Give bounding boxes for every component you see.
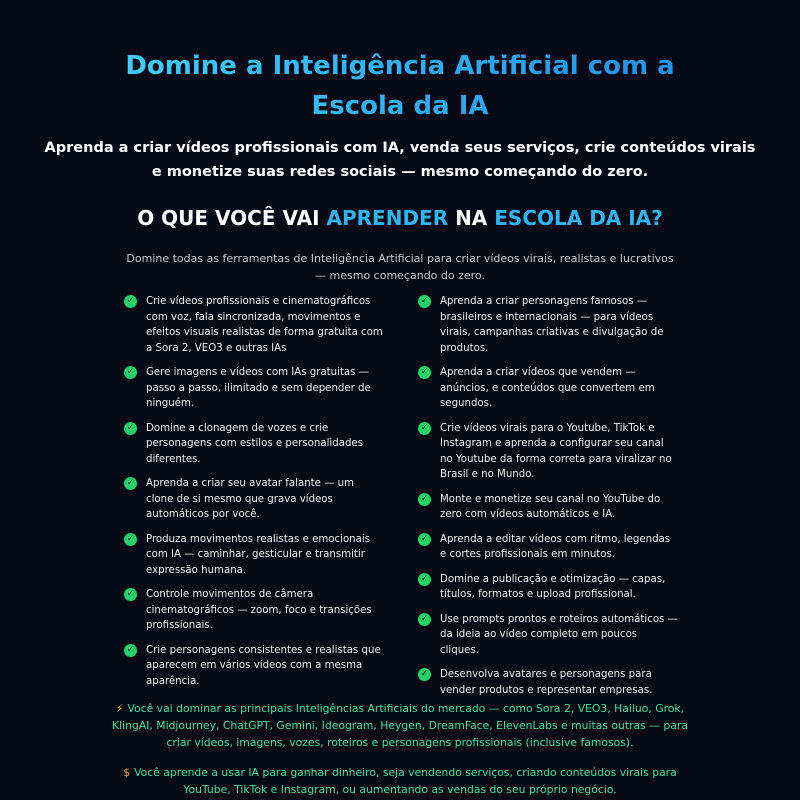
check-circle-icon: ✓ xyxy=(124,588,137,601)
list-item-text: Gere imagens e vídeos com IAs gratuitas — passo a passo, ilimitado e sem depender de ninguém. xyxy=(146,367,371,409)
check-circle-icon: ✓ xyxy=(124,422,137,435)
list-item xyxy=(418,532,678,563)
list-item xyxy=(124,294,384,356)
check-circle-icon: ✓ xyxy=(418,613,431,626)
list-item xyxy=(124,365,384,412)
list-item-text: Aprenda a criar vídeos que vendem — anúncios, e conteúdos que convertem em segundos. xyxy=(440,367,655,409)
features-list-right xyxy=(418,294,678,698)
list-item xyxy=(124,532,384,579)
list-item xyxy=(418,667,678,698)
list-item-text: Desenvolva avatares e personagens para vender produtos e representar empresas. xyxy=(440,669,653,696)
list-item xyxy=(124,421,384,468)
section-title-part1: O QUE VOCÊ VAI xyxy=(137,206,327,230)
section-title-highlight-escola: ESCOLA DA IA? xyxy=(494,206,663,230)
list-item-text: Domine a publicação e otimização — capas, títulos, formatos e upload profissional. xyxy=(440,573,666,600)
section-title xyxy=(60,204,740,232)
check-circle-icon: ✓ xyxy=(418,366,431,379)
check-circle-icon: ✓ xyxy=(124,366,137,379)
tools-paragraph xyxy=(110,700,690,751)
money-paragraph xyxy=(110,764,690,798)
check-circle-icon: ✓ xyxy=(124,644,137,657)
check-circle-icon: ✓ xyxy=(418,493,431,506)
section-intro: Domine todas as ferramentas de Inteligência Artificial para criar vídeos virais, realistas e lucrativos — mesmo começando do zero. xyxy=(126,252,674,282)
money-bag-icon: $ xyxy=(123,766,131,779)
check-circle-icon: ✓ xyxy=(418,668,431,681)
tools-paragraph-text: Você vai dominar as principais Inteligências Artificiais do mercado — como Sora 2, VEO3, Hailuo, Grok, KlingAI, Midjourney, ChatGPT, Gemini, Ideogram, Heygen, DreamFace, ElevenLabs e muitas outras — para criar vídeos, imagens, vozes, roteiros e personagens profissionais (inclusive famosos). xyxy=(112,702,688,749)
list-item xyxy=(418,492,678,523)
list-item-text: Aprenda a criar seu avatar falante — um clone de si mesmo que grava vídeos automáticos por você. xyxy=(146,478,354,520)
list-item xyxy=(418,294,678,356)
section-title-part3: NA xyxy=(448,206,495,230)
list-item xyxy=(418,572,678,603)
list-item xyxy=(124,643,384,690)
lightning-icon: ⚡ xyxy=(115,702,124,715)
section-title-highlight-aprender: APRENDER xyxy=(326,206,449,230)
check-circle-icon: ✓ xyxy=(124,295,137,308)
list-item xyxy=(124,476,384,523)
list-item-text: Crie vídeos virais para o Youtube, TikTok e Instagram e aprenda a configurar seu canal no Youtube da forma correta para viralizar no Brasil e no Mundo. xyxy=(440,422,672,480)
features-list-left xyxy=(124,294,384,689)
money-paragraph-text: Você aprende a usar IA para ganhar dinheiro, seja vendendo serviços, criando conteúdos virais para YouTube, TikTok e Instagram, ou aumentando as vendas do seu próprio negócio. xyxy=(134,766,677,796)
list-item-text: Produza movimentos realistas e emocionais com IA — caminhar, gesticular e transmitir expressão humana. xyxy=(146,533,371,576)
list-item-text: Monte e monetize seu canal no YouTube do zero com vídeos automáticos e IA. xyxy=(440,493,661,520)
check-circle-icon: ✓ xyxy=(418,533,431,546)
check-circle-icon: ✓ xyxy=(124,477,137,490)
hero-subtitle: Aprenda a criar vídeos profissionais com IA, venda seus serviços, crie conteúdos virais e monetize suas redes sociais — mesmo começando do zero. xyxy=(44,140,756,180)
list-item-text: Domine a clonagem de vozes e crie personagens com estilos e personalidades diferentes. xyxy=(146,422,363,465)
list-item-text: Use prompts prontos e roteiros automáticos — da ideia ao vídeo completo em poucos cliques. xyxy=(440,613,678,656)
check-circle-icon: ✓ xyxy=(418,422,431,435)
list-item-text: Aprenda a editar vídeos com ritmo, legendas e cortes profissionais em minutos. xyxy=(440,533,671,560)
check-circle-icon: ✓ xyxy=(124,533,137,546)
list-item xyxy=(418,421,678,483)
list-item xyxy=(418,365,678,412)
check-circle-icon: ✓ xyxy=(418,573,431,586)
list-item-text: Crie personagens consistentes e realistas que aparecem em vários vídeos com a mesma aparência. xyxy=(146,644,381,687)
list-item-text: Crie vídeos profissionais e cinematográficos com voz, fala sincronizada, movimentos e efeitos visuais realistas de forma gratuita com a Sora 2, VEO3 e outras IAs xyxy=(146,296,383,354)
check-circle-icon: ✓ xyxy=(418,295,431,308)
list-item xyxy=(418,612,678,659)
list-item-text: Aprenda a criar personagens famosos — brasileiros e internacionais — para vídeos virais, campanhas criativas e divulgação de produtos. xyxy=(440,296,664,354)
list-item xyxy=(124,587,384,634)
hero-title: Domine a Inteligência Artificial com a Escola da IA xyxy=(100,46,700,126)
list-item-text: Controle movimentos de câmera cinematográficos — zoom, foco e transições profissionais. xyxy=(146,589,372,631)
